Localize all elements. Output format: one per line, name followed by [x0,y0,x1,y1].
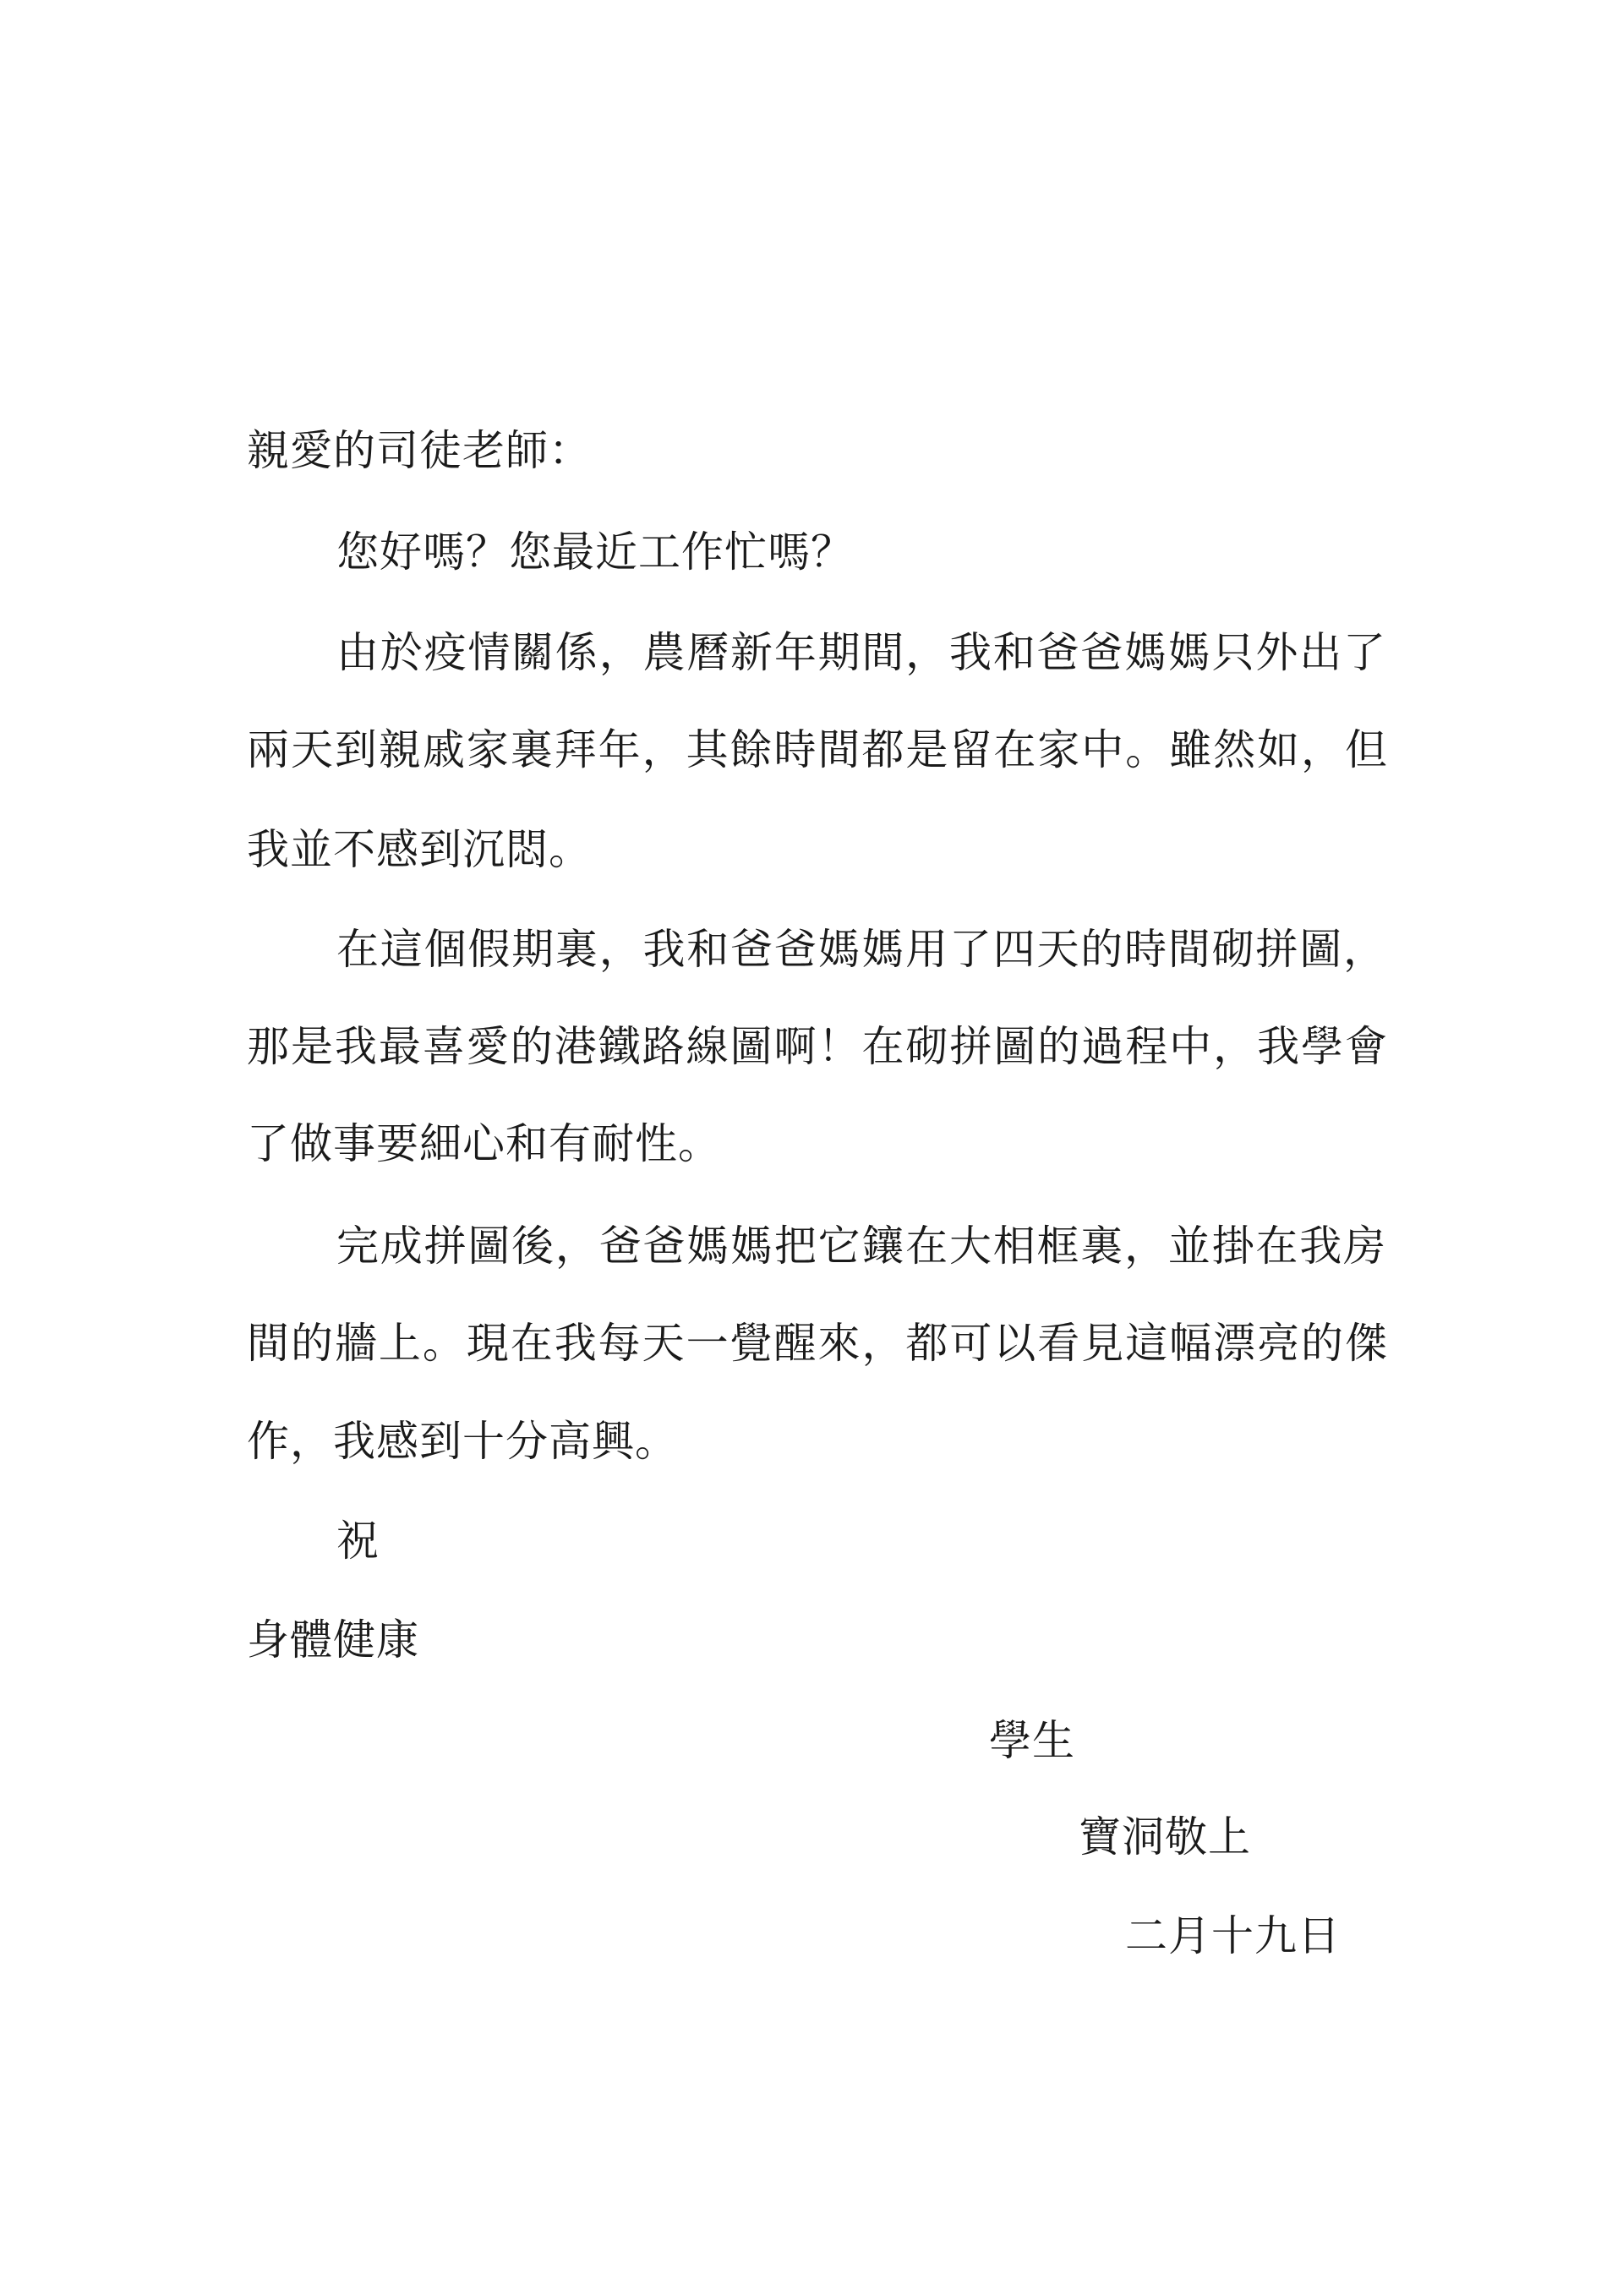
salutation: 親愛的司徒老師： [247,426,592,475]
paragraph-2-line-1: 在這個假期裏，我和爸爸媽媽用了四天的時間砌拼圖， [336,925,1386,974]
paragraph-3-line-1: 完成拼圖後，爸爸媽媽把它鑲在大相框裏，並掛在我房 [336,1222,1386,1271]
greeting-line: 您好嗎？您最近工作忙嗎？ [336,528,854,577]
paragraph-3-line-3: 作，我感到十分高興。 [247,1417,678,1466]
paragraph-3-line-2: 間的牆上。現在我每天一覺醒來，都可以看見這幅漂亮的傑 [247,1319,1388,1368]
paragraph-1-line-3: 我並不感到沉悶。 [247,825,592,874]
sender-title: 學生 [989,1716,1075,1765]
sender-signature: 寶洞敬上 [1079,1812,1251,1861]
paragraph-2-line-3: 了做事要細心和有耐性。 [247,1119,721,1168]
closing-wish: 祝 [336,1517,380,1566]
paragraph-2-line-2: 那是我最喜愛的港鐵路線圖啊！在砌拼圖的過程中，我學會 [247,1022,1388,1071]
paragraph-1-line-2: 兩天到親戚家裏拜年，其餘時間都是留在家中。雖然如，但 [247,725,1388,774]
closing-blessing: 身體健康 [247,1615,419,1665]
paragraph-1-line-1: 由於疫情關係，農曆新年期間，我和爸爸媽媽只外出了 [336,628,1386,677]
letter-date: 二月十九日 [1125,1911,1341,1960]
